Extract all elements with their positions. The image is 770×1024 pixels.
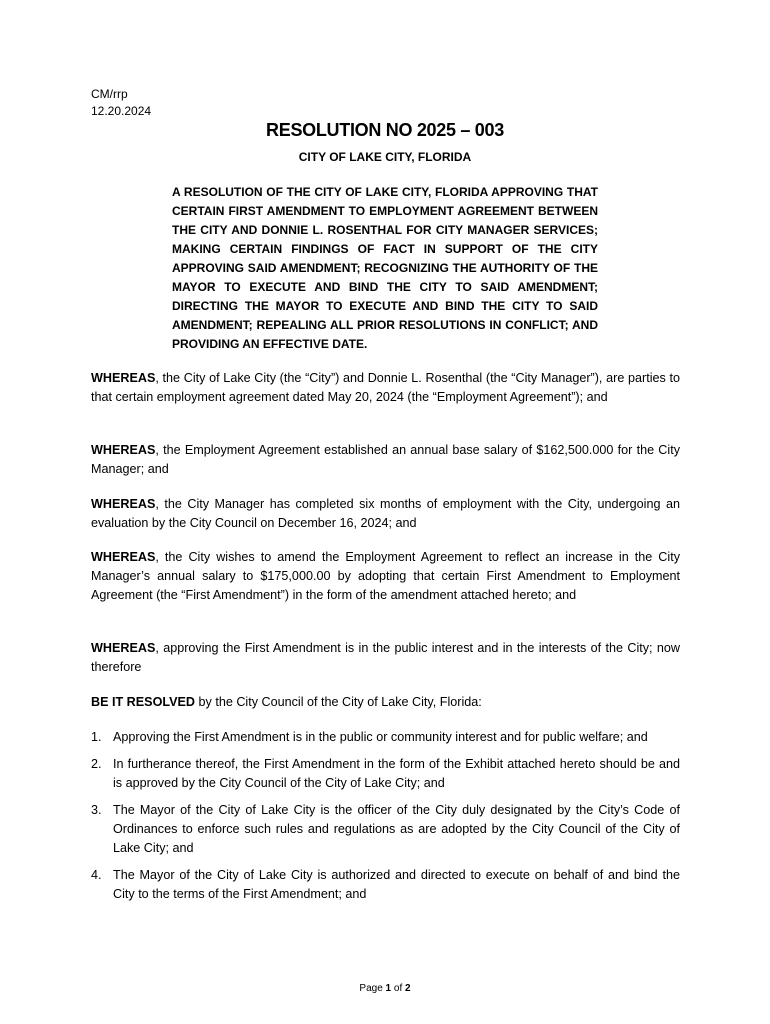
item-number: 1. [91, 730, 102, 744]
item-text: In furtherance thereof, the First Amendment in the form of the Exhibit attached hereto should be and is approved by the City Council of the City of Lake City; and [113, 757, 680, 790]
whereas-paragraph [91, 495, 680, 533]
whereas-keyword: WHEREAS [91, 497, 156, 511]
resolved-clause [91, 693, 482, 712]
whereas-paragraph [91, 639, 680, 677]
item-number: 3. [91, 803, 102, 817]
list-item [91, 801, 680, 858]
item-text: The Mayor of the City of Lake City is the officer of the City duly designated by the City’s Code of Ordinances to enforce such rules and regulations as are adopted by the City Council of the City of Lake City; and [113, 803, 680, 855]
resolution-subtitle: CITY OF LAKE CITY, FLORIDA [298, 150, 472, 164]
whereas-paragraph [91, 441, 680, 479]
page-footer [0, 983, 770, 994]
item-number: 2. [91, 757, 102, 771]
whereas-text: , the City wishes to amend the Employment Agreement to reflect an increase in the City Manager’s annual salary to $175,000.00 by adopting that certain First Amendment to Employment Agreement (the “First Amendment”) in the form of the amendment attached hereto; and [91, 550, 680, 602]
whereas-keyword: WHEREAS [91, 371, 156, 385]
list-item [91, 728, 680, 747]
resolution-items [91, 728, 680, 904]
memo-header [91, 86, 151, 120]
page-prefix: Page [359, 983, 386, 994]
whereas-keyword: WHEREAS [91, 443, 156, 457]
resolved-keyword: BE IT RESOLVED [91, 695, 196, 709]
whereas-text: , the Employment Agreement established an annual base salary of $162,500.000 for the City Manager; and [91, 443, 680, 476]
item-text: The Mayor of the City of Lake City is authorized and directed to execute on behalf of and bind the City to the terms of the First Amendment; and [113, 868, 680, 901]
whereas-text: , the City of Lake City (the “City”) and Donnie L. Rosenthal (the “City Manager”), are parties to that certain employment agreement dated May 20, 2024 (the “Employment Agreement”); and [91, 371, 680, 404]
whereas-text: , approving the First Amendment is in the public interest and in the interests of the City; now therefore [91, 641, 680, 674]
resolved-text: by the City Council of the City of Lake City, Florida: [195, 695, 482, 709]
draft-date: 12.20.2024 [91, 104, 152, 118]
item-text: Approving the First Amendment is in the public or community interest and for public welfare; and [113, 730, 648, 744]
item-number: 4. [91, 868, 102, 882]
whereas-keyword: WHEREAS [91, 641, 156, 655]
whereas-paragraph [91, 548, 680, 605]
page-separator: of [391, 983, 406, 994]
page-current: 1 [385, 983, 392, 994]
whereas-text: , the City Manager has completed six months of employment with the City, undergoing an evaluation by the City Council on December 16, 2024; and [91, 497, 680, 530]
list-item [91, 866, 680, 904]
resolution-abstract: A RESOLUTION OF THE CITY OF LAKE CITY, FLORIDA APPROVING THAT CERTAIN FIRST AMENDMENT TO EMPLOYMENT AGREEMENT BETWEEN THE CITY AND DONNIE L. ROSENTHAL FOR CITY MANAGER SERVICES; MAKING CERTAIN FINDINGS OF FACT IN SUPPORT OF THE CITY APPROVING SAID AMENDMENT; RECOGNIZING THE AUTHORITY OF THE MAYOR TO EXECUTE AND BIND THE CITY TO SAID AMENDMENT; DIRECTING THE MAYOR TO EXECUTE AND BIND THE CITY TO SAID AMENDMENT; REPEALING ALL PRIOR RESOLUTIONS IN CONFLICT; AND PROVIDING AN EFFECTIVE DATE. [172, 185, 598, 351]
list-item [91, 755, 680, 793]
whereas-keyword: WHEREAS [91, 550, 156, 564]
page-total: 2 [405, 983, 411, 994]
resolution-title: RESOLUTION NO 2025 – 003 [266, 120, 504, 140]
whereas-paragraph [91, 369, 680, 407]
author-initials: CM/rrp [91, 87, 128, 101]
